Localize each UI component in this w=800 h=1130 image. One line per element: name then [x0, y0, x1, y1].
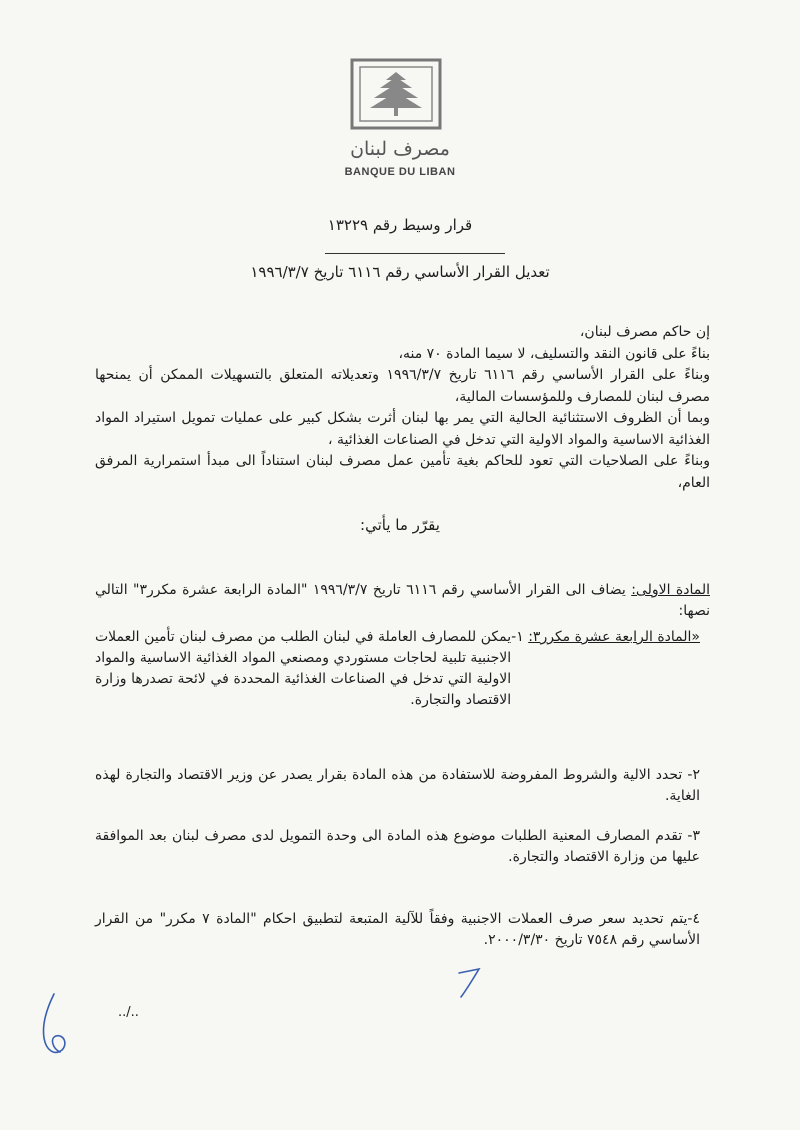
item-two: ٢- تحدد الالية والشروط المفروضة للاستفادة من هذه المادة بقرار يصدر عن وزير الاقتصاد والتجارة لهذه الغاية.: [95, 767, 700, 804]
article-one-text: يضاف الى القرار الأساسي رقم ٦١١٦ تاريخ ١٩٩٦/٣/٧ "المادة الرابعة عشرة مكرر٣" التالي نصها:: [95, 582, 710, 619]
preamble-line: إن حاكم مصرف لبنان،: [579, 324, 710, 340]
item-one: [95, 627, 700, 711]
bank-name-arabic: مصرف لبنان: [350, 138, 450, 160]
bank-name-french: BANQUE DU LIBAN: [344, 166, 456, 178]
article-one-label: المادة الاولى:: [631, 582, 710, 598]
preamble-line: وبناءً على الصلاحيات التي تعود للحاكم بغية تأمين عمل مصرف لبنان استناداً الى مبدأ استمرارية المرفق العام،: [95, 453, 710, 491]
cedar-logo-icon: [350, 58, 442, 130]
item-one-number: ١-: [511, 629, 529, 645]
decision-number: قرار وسيط رقم ١٣٢٢٩: [327, 216, 473, 234]
continued-marker: ../..: [118, 1005, 139, 1020]
article-one: [95, 580, 710, 622]
preamble-line: وبناءً على القرار الأساسي رقم ٦١١٦ تاريخ ١٩٩٦/٣/٧ وتعديلاته المتعلق بالتسهيلات الممكن أن يمنحها مصرف لبنان للمصارف وللمؤسسات المالية،: [95, 367, 710, 405]
preamble: [95, 322, 710, 494]
item-one-text: يمكن للمصارف العاملة في لبنان الطلب من مصرف لبنان تأمين العملات الاجنبية تلبية لحاجات مستوردي ومصنعي المواد الغذائية الاساسية والمواد الاولية التي تدخل في الصناعات الغذائية المحددة في لائحة تصدرها وزارة الاقتصاد والتجارة.: [95, 629, 512, 708]
item-four: ٤-يتم تحديد سعر صرف العملات الاجنبية وفقاً للآلية المتبعة لتطبيق احكام "المادة ٧ مكرر" من القرار الأساسي رقم ٧٥٤٨ تاريخ ٢٠٠٠/٣/٣٠.: [95, 911, 700, 948]
item-three: ٣- تقدم المصارف المعنية الطلبات موضوع هذه المادة الى وحدة التمويل لدى مصرف لبنان بعد الموافقة عليها من وزارة الاقتصاد والتجارة.: [95, 828, 700, 865]
title-divider: [325, 253, 505, 254]
item-one-heading: «المادة الرابعة عشرة مكرر٣:: [528, 629, 700, 645]
preamble-line: وبما أن الظروف الاستثنائية الحالية التي يمر بها لبنان أثرت بشكل كبير على عمليات تمويل استيراد المواد الغذائية الاساسية والمواد الاولية التي تدخل في الصناعات الغذائية ،: [95, 410, 710, 448]
decides-heading: يقرّر ما يأتي:: [360, 516, 440, 534]
preamble-line: بناءً على قانون النقد والتسليف، لا سيما المادة ٧٠ منه،: [398, 345, 710, 362]
handwritten-initial-mark: [455, 965, 485, 1000]
handwritten-signature-mark: [36, 990, 76, 1060]
decision-subject: تعديل القرار الأساسي رقم ٦١١٦ تاريخ ١٩٩٦/٣/٧: [250, 263, 550, 281]
